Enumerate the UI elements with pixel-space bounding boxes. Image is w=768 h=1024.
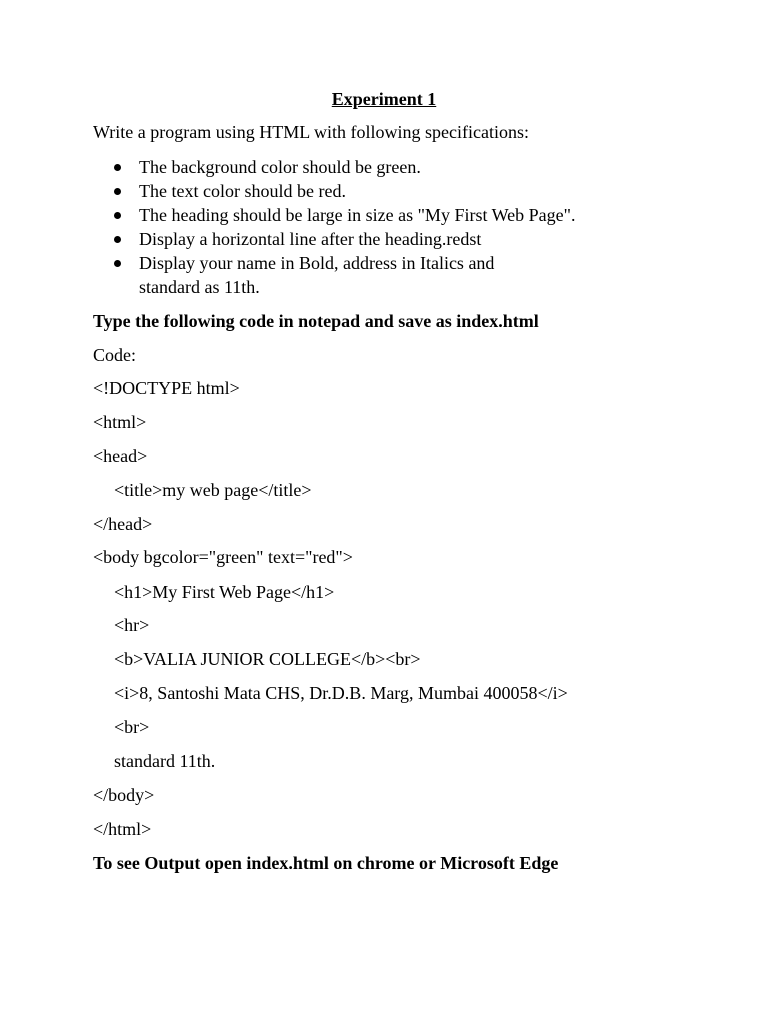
- code-line: <title>my web page</title>: [114, 480, 312, 500]
- code-line: <head>: [93, 446, 148, 466]
- intro-text: Write a program using HTML with following specifications:: [93, 122, 530, 142]
- document-title: Experiment 1: [331, 89, 437, 109]
- output-instruction: To see Output open index.html on chrome or Microsoft Edge: [93, 853, 559, 873]
- code-label: Code:: [93, 345, 136, 365]
- instruction-heading: Type the following code in notepad and save as index.html: [93, 311, 539, 331]
- list-item-text: The heading should be large in size as "My First Web Page".: [139, 205, 576, 225]
- bullet-icon: [114, 188, 121, 195]
- list-item-text: Display your name in Bold, address in Italics and: [139, 253, 495, 273]
- code-line: <i>8, Santoshi Mata CHS, Dr.D.B. Marg, Mumbai 400058</i>: [114, 683, 568, 703]
- bullet-icon: [114, 236, 121, 243]
- code-line: <html>: [93, 412, 147, 432]
- list-item-text: Display a horizontal line after the heading.redst: [139, 229, 482, 249]
- code-line: <b>VALIA JUNIOR COLLEGE</b><br>: [114, 649, 421, 669]
- code-line: </head>: [93, 514, 153, 534]
- code-line: <!DOCTYPE html>: [93, 378, 240, 398]
- list-item-text: The background color should be green.: [139, 157, 421, 177]
- bullet-icon: [114, 212, 121, 219]
- list-item-continuation: standard as 11th.: [139, 277, 260, 297]
- list-item-text: The text color should be red.: [139, 181, 346, 201]
- bullet-icon: [114, 164, 121, 171]
- bullet-icon: [114, 260, 121, 267]
- code-line: </html>: [93, 819, 152, 839]
- code-line: <br>: [114, 717, 150, 737]
- code-line: <h1>My First Web Page</h1>: [114, 582, 335, 602]
- code-line: <body bgcolor="green" text="red">: [93, 547, 353, 567]
- code-line: standard 11th.: [114, 751, 216, 771]
- code-line: <hr>: [114, 615, 150, 635]
- code-line: </body>: [93, 785, 155, 805]
